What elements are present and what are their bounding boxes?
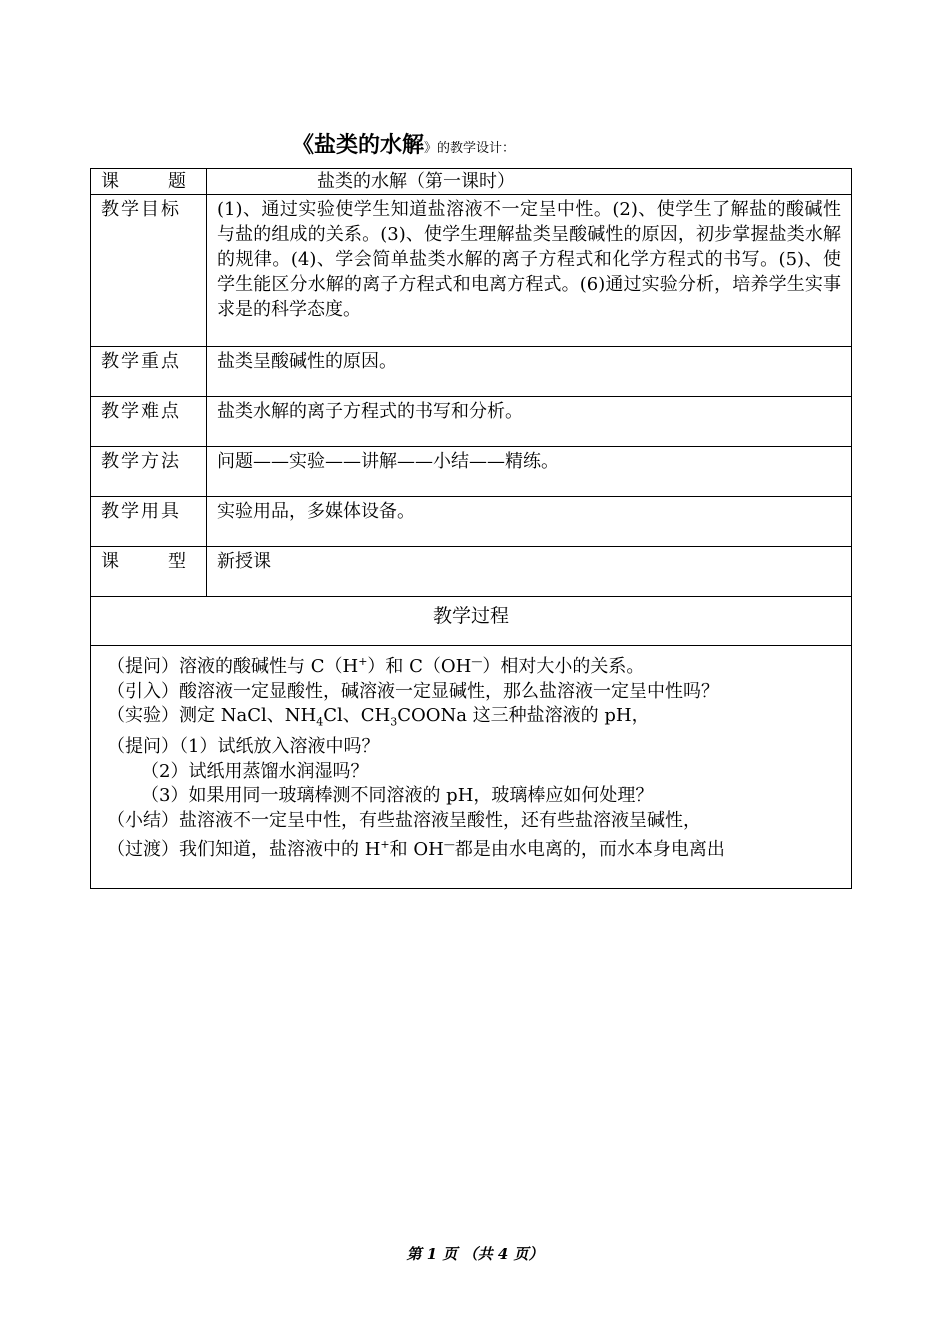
process-line-5: （2）试纸用蒸馏水润湿吗？ <box>141 760 369 782</box>
row-difficult <box>91 397 852 447</box>
topic-value: 盐类的水解（第一课时） <box>317 171 515 192</box>
row-method <box>91 447 852 497</box>
process-line-7: （小结）盐溶液不一定呈中性，有些盐溶液呈酸性，还有些盐溶液呈碱性， <box>107 809 701 831</box>
process-line-6: （3）如果用同一玻璃棒测不同溶液的 pH，玻璃棒应如何处理？ <box>141 785 654 807</box>
page-footer: 第 1 页 （共 4 页） <box>406 1245 544 1263</box>
key-value: 盐类呈酸碱性的原因。 <box>207 347 852 397</box>
topic-value-cell <box>207 169 852 195</box>
difficult-value: 盐类水解的离子方程式的书写和分析。 <box>207 397 852 447</box>
row-tools <box>91 497 852 547</box>
type-label <box>91 547 207 597</box>
lesson-plan-table <box>90 168 852 889</box>
row-process-header <box>91 597 852 646</box>
process-line-4: （提问）（1）试纸放入溶液中吗？ <box>107 736 380 758</box>
tools-value: 实验用品，多媒体设备。 <box>207 497 852 547</box>
goal-value: (1)、通过实验使学生知道盐溶液不一定呈中性。(2)、使学生了解盐的酸碱性与盐的组成的关系。(3)、使学生理解盐类呈酸碱性的原因，初步掌握盐类水解的规律。(4)、学会简单盐类水解的离子方程式和化学方程式的书写。(5)、使学生能区分水解的离子方程式和电离方程式。(6)通过实验分析，培养学生实事求是的科学态度。 <box>207 195 852 347</box>
row-process-body <box>91 646 852 889</box>
topic-label-a: 课 <box>101 171 121 192</box>
type-label-b: 型 <box>168 551 188 572</box>
difficult-label: 教学难点 <box>91 397 207 447</box>
process-line-8: （过渡）我们知道，盐溶液中的 H+和 OH—都是由水电离的，而水本身电离出 <box>107 838 725 861</box>
type-label-a: 课 <box>101 551 121 572</box>
key-label: 教学重点 <box>91 347 207 397</box>
method-label: 教学方法 <box>91 447 207 497</box>
process-line-3: （实验）测定 NaCl、$NH_4Cl$、$CH_3COONa$ 这三种盐溶液的 pH， <box>107 705 650 729</box>
process-body <box>91 646 852 889</box>
process-header: 教学过程 <box>91 597 852 646</box>
goal-label: 教学目标 <box>91 195 207 347</box>
process-line-2: （引入）酸溶液一定显酸性，碱溶液一定显碱性，那么盐溶液一定呈中性吗？ <box>107 680 719 702</box>
row-type <box>91 547 852 597</box>
row-key <box>91 347 852 397</box>
topic-label <box>91 169 207 195</box>
row-goal <box>91 195 852 347</box>
method-value: 问题——实验——讲解——小结——精练。 <box>207 447 852 497</box>
type-value: 新授课 <box>207 547 852 597</box>
title-main: 《盐类的水解 <box>292 133 425 158</box>
title-sub: 》的教学设计： <box>424 141 516 156</box>
process-line-1: （提问）溶液的酸碱性与 C（H+）和 C（OH—）相对大小的关系。 <box>107 655 645 677</box>
tools-label: 教学用具 <box>91 497 207 547</box>
row-topic <box>91 169 852 195</box>
document-title <box>292 128 515 159</box>
topic-label-b: 题 <box>168 171 188 192</box>
